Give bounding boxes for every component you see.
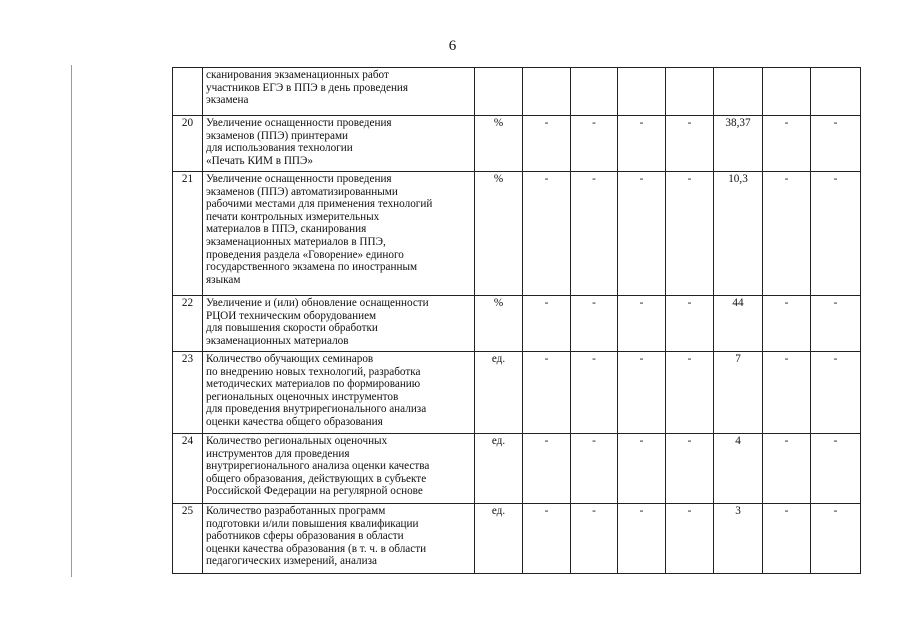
value-cell: - [811,172,861,296]
description-line: Количество обучающих семинаров [206,353,374,365]
description-line: Количество региональных оценочных [206,435,388,447]
value-cell: - [523,116,571,172]
value-cell: - [763,172,811,296]
unit-cell: ед. [475,352,523,434]
description-line: общего образования, действующих в субъекте [206,472,427,485]
unit-cell: % [475,296,523,352]
table-row [173,434,861,504]
description-line: внутрирегионального анализа оценки качества [206,460,430,473]
description-line: рабочими местами для применения технологий [206,198,433,211]
table-body [173,68,861,574]
value-cell: - [666,172,714,296]
value-cell: - [763,296,811,352]
description-line: материалов в ППЭ, сканирования [206,223,367,236]
value-cell: - [571,296,618,352]
unit-cell: ед. [475,434,523,504]
description-line: Увеличение оснащенности проведения [206,173,392,185]
value-cell: - [618,434,666,504]
row-number: 24 [173,434,203,504]
value-cell [763,68,811,116]
description-line: оценки качества общего образования [206,415,383,428]
description-line: работников сферы образования в области [206,530,404,543]
table-row [173,68,861,116]
description-line: сканирования экзаменационных работ [206,69,389,81]
value-cell: - [666,352,714,434]
table-row [173,172,861,296]
margin-line [71,65,72,577]
description-line: оценки качества образования (в т. ч. в области [206,542,427,555]
description-line: подготовки и/или повышения квалификации [206,517,419,530]
value-cell: - [523,172,571,296]
table-row [173,296,861,352]
description-line: Увеличение оснащенности проведения [206,117,392,129]
value-cell: - [618,296,666,352]
value-cell: - [763,116,811,172]
unit-cell: ед. [475,504,523,574]
description-line: Увеличение и (или) обновление оснащенности [206,297,429,309]
value-cell: - [571,434,618,504]
row-number: 23 [173,352,203,434]
value-cell: - [811,296,861,352]
value-cell: - [571,116,618,172]
row-number: 22 [173,296,203,352]
value-cell [618,68,666,116]
table-row [173,504,861,574]
value-cell: - [618,172,666,296]
indicator-description [203,352,475,434]
value-cell: - [811,504,861,574]
value-cell: - [618,116,666,172]
value-cell: - [811,352,861,434]
table-row [173,116,861,172]
description-line: государственного экзамена по иностранным [206,261,418,274]
value-cell: 38,37 [714,116,763,172]
value-cell: - [666,116,714,172]
description-line: педагогических измерений, анализа [206,555,377,568]
description-line: экзаменов (ППЭ) автоматизированными [206,185,398,198]
unit-cell: % [475,116,523,172]
description-line: Количество разработанных программ [206,505,386,517]
value-cell: - [523,434,571,504]
value-cell [666,68,714,116]
value-cell: 10,3 [714,172,763,296]
description-line: участников ЕГЭ в ППЭ в день проведения [206,81,409,94]
indicators-table [172,67,861,574]
description-line: экзаменационных материалов [206,334,349,347]
row-number: 25 [173,504,203,574]
value-cell: - [763,434,811,504]
description-line: экзаменационных материалов в ППЭ, [206,235,386,248]
value-cell: - [666,296,714,352]
value-cell: - [763,352,811,434]
value-cell [523,68,571,116]
value-cell: - [571,352,618,434]
description-line: печати контрольных измерительных [206,210,380,223]
value-cell: - [811,116,861,172]
description-line: для использования технологии [206,142,353,155]
description-line: «Печать КИМ в ППЭ» [206,154,313,167]
unit-cell: % [475,172,523,296]
value-cell: 4 [714,434,763,504]
description-line: проведения раздела «Говорение» единого [206,248,404,261]
description-line: для проведения внутрирегионального анализа [206,403,427,416]
description-line: региональных оценочных инструментов [206,390,399,403]
unit-cell [475,68,523,116]
value-cell: 3 [714,504,763,574]
value-cell: - [666,434,714,504]
description-line: инструментов для проведения [206,447,350,460]
indicator-description [203,296,475,352]
description-line: экзаменов (ППЭ) принтерами [206,129,349,142]
indicator-description [203,68,475,116]
row-number [173,68,203,116]
description-line: языкам [206,273,241,286]
indicator-description [203,116,475,172]
description-line: для повышения скорости обработки [206,322,378,335]
value-cell [811,68,861,116]
description-line: РЦОИ техническим оборудованием [206,309,377,322]
value-cell: - [571,504,618,574]
value-cell: 44 [714,296,763,352]
value-cell: - [523,296,571,352]
value-cell: - [618,504,666,574]
value-cell: - [523,504,571,574]
value-cell: - [571,172,618,296]
indicator-description [203,504,475,574]
description-line: методических материалов по формированию [206,378,421,391]
value-cell [571,68,618,116]
value-cell: 7 [714,352,763,434]
value-cell: - [666,504,714,574]
value-cell: - [763,504,811,574]
value-cell: - [523,352,571,434]
description-line: экзамена [206,94,249,107]
description-line: Российской Федерации на регулярной основе [206,485,423,498]
row-number: 21 [173,172,203,296]
indicator-description [203,434,475,504]
indicator-description [203,172,475,296]
table-row [173,352,861,434]
row-number: 20 [173,116,203,172]
value-cell [714,68,763,116]
page-number: 6 [448,38,457,54]
description-line: по внедрению новых технологий, разработка [206,365,421,378]
value-cell: - [618,352,666,434]
value-cell: - [811,434,861,504]
